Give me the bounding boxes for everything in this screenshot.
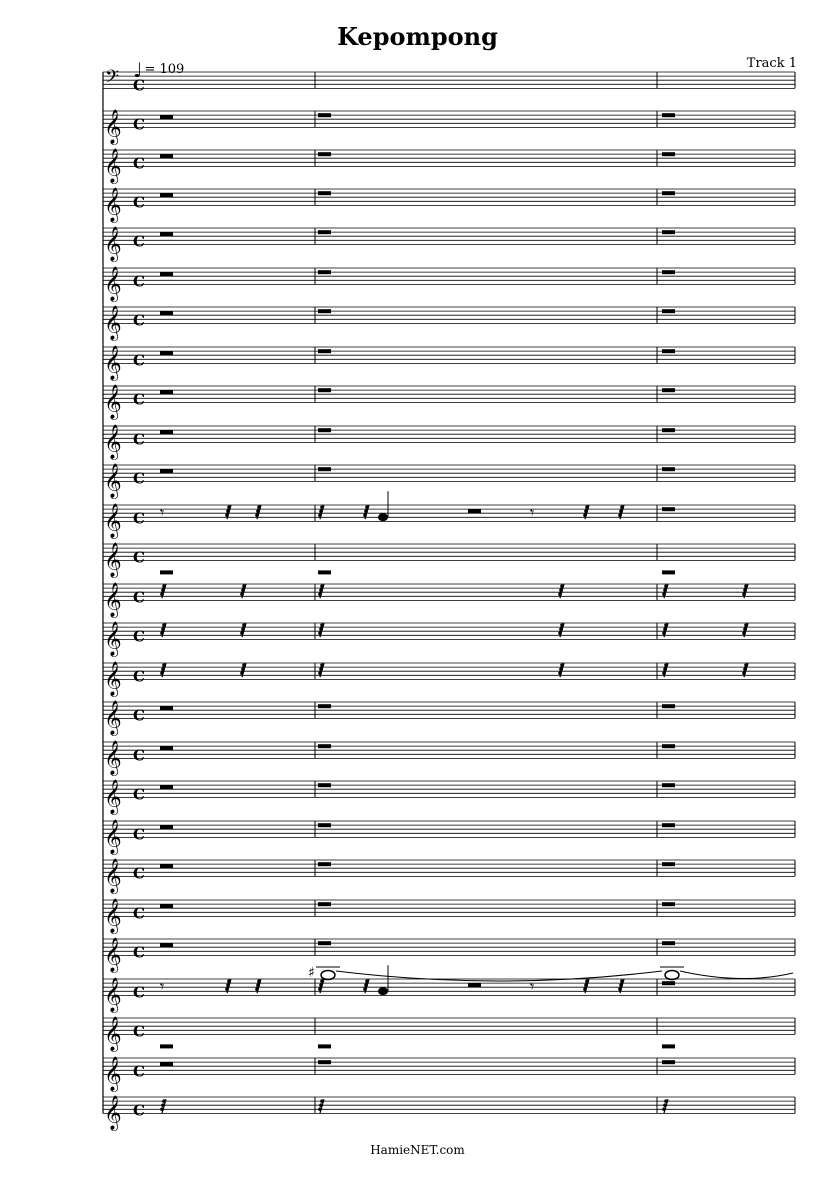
whole-rest — [662, 862, 675, 866]
treble-clef-icon: 𝄞 — [104, 740, 122, 776]
rest-dot — [240, 671, 244, 675]
whole-rest — [318, 570, 331, 574]
whole-rest — [318, 113, 331, 117]
rest-dot — [365, 505, 369, 509]
rest-dot — [255, 513, 259, 517]
rest-dot — [318, 671, 322, 675]
whole-rest — [318, 783, 331, 787]
rest-dot — [162, 623, 166, 627]
staff-27 — [103, 1095, 795, 1131]
half-rest — [160, 469, 173, 473]
whole-rest — [662, 570, 675, 574]
rest-dot — [225, 513, 229, 517]
rest-dot — [618, 987, 622, 991]
whole-rest — [662, 1044, 675, 1048]
whole-rest — [318, 270, 331, 274]
rest-dot — [585, 505, 589, 509]
rest-dot — [619, 509, 623, 513]
rest-dot — [319, 627, 323, 631]
staff-24 — [103, 965, 795, 1013]
time-signature: C — [133, 904, 145, 923]
rest-dot — [255, 987, 259, 991]
time-signature: C — [133, 1101, 145, 1120]
rest-dot — [320, 584, 324, 588]
rest-dot — [664, 584, 668, 588]
rest-dot — [560, 623, 564, 627]
rest-dot — [364, 983, 368, 987]
whole-rest — [662, 783, 675, 787]
eighth-rest: 𝄾 — [530, 503, 535, 523]
half-rest — [160, 943, 173, 947]
rest-dot — [240, 592, 244, 596]
treble-clef-icon: 𝄞 — [104, 779, 122, 815]
rest-dot — [663, 1103, 667, 1107]
staff-16 — [103, 661, 795, 697]
treble-clef-icon: 𝄞 — [104, 977, 122, 1013]
whole-rest — [662, 902, 675, 906]
rest-dot — [161, 1103, 165, 1107]
quarter-note-icon: ♩ — [133, 58, 143, 82]
staff-9 — [103, 384, 795, 420]
rest-dot — [318, 513, 322, 517]
whole-rest — [662, 467, 675, 471]
rest-dot — [161, 627, 165, 631]
rest-dot — [583, 513, 587, 517]
time-signature: C — [133, 864, 145, 883]
staff-17 — [103, 700, 795, 736]
rest-dot — [160, 631, 164, 635]
rest-dot — [318, 631, 322, 635]
treble-clef-icon: 𝄞 — [104, 266, 122, 302]
time-signature: C — [133, 390, 145, 409]
half-rest — [160, 706, 173, 710]
rest-dot — [363, 987, 367, 991]
rest-dot — [558, 592, 562, 596]
rest-dot — [620, 979, 624, 983]
whole-rest — [318, 191, 331, 195]
rest-dot — [559, 667, 563, 671]
rest-dot — [584, 983, 588, 987]
rest-dot — [743, 588, 747, 592]
whole-rest — [662, 388, 675, 392]
treble-clef-icon: 𝄞 — [104, 858, 122, 894]
rest-dot — [664, 1099, 668, 1103]
whole-rest — [662, 230, 675, 234]
time-signature: C — [133, 706, 145, 725]
time-signature: C — [133, 785, 145, 804]
rest-dot — [744, 663, 748, 667]
rest-dot — [240, 631, 244, 635]
time-signature: C — [133, 1062, 145, 1081]
rest-dot — [320, 505, 324, 509]
whole-rest — [662, 113, 675, 117]
rest-dot — [618, 513, 622, 517]
time-signature: C — [133, 115, 145, 134]
staff-7 — [103, 305, 795, 341]
rest-dot — [227, 979, 231, 983]
rest-dot — [257, 979, 261, 983]
rest-dot — [320, 1099, 324, 1103]
whole-rest — [318, 467, 331, 471]
staff-6 — [103, 266, 795, 302]
staff-12 — [103, 491, 795, 539]
staff-26 — [103, 1056, 795, 1092]
treble-clef-icon: 𝄞 — [104, 661, 122, 697]
whole-rest — [318, 1044, 331, 1048]
half-rest — [160, 193, 173, 197]
eighth-rest: 𝄾 — [160, 503, 165, 523]
rest-dot — [662, 1107, 666, 1111]
time-signature: C — [133, 667, 145, 686]
half-rest — [160, 430, 173, 434]
rest-dot — [619, 983, 623, 987]
rest-dot — [583, 987, 587, 991]
rest-dot — [160, 592, 164, 596]
footer-credit: HamieNET.com — [370, 1143, 465, 1157]
staff-20 — [103, 819, 795, 855]
rest-dot — [318, 987, 322, 991]
rest-dot — [742, 592, 746, 596]
time-signature: C — [133, 627, 145, 646]
time-signature: C — [133, 548, 145, 567]
time-signature: C — [133, 232, 145, 251]
whole-rest — [318, 152, 331, 156]
rest-dot — [663, 627, 667, 631]
rest-dot — [743, 627, 747, 631]
treble-clef-icon: 𝄞 — [104, 424, 122, 460]
staff-23 — [103, 937, 795, 973]
rest-dot — [256, 983, 260, 987]
treble-clef-icon: 𝄞 — [104, 621, 122, 657]
whole-rest — [662, 941, 675, 945]
treble-clef-icon: 𝄞 — [104, 305, 122, 341]
time-signature: C — [133, 943, 145, 962]
treble-clef-icon: 𝄞 — [104, 819, 122, 855]
whole-rest — [318, 902, 331, 906]
rest-dot — [559, 627, 563, 631]
rest-dot — [743, 667, 747, 671]
rest-dot — [663, 588, 667, 592]
rest-dot — [664, 623, 668, 627]
rest-dot — [242, 623, 246, 627]
whole-rest — [318, 704, 331, 708]
staff-21 — [103, 858, 795, 894]
whole-note — [665, 971, 679, 980]
staff-10 — [103, 424, 795, 460]
whole-rest — [662, 744, 675, 748]
whole-rest — [160, 1044, 173, 1048]
half-rest — [160, 1062, 173, 1066]
rest-dot — [662, 592, 666, 596]
track-label: Track 1 — [746, 56, 797, 71]
staff-18 — [103, 740, 795, 776]
staff-22 — [103, 898, 795, 934]
rest-dot — [241, 588, 245, 592]
rest-dot — [242, 584, 246, 588]
half-rest — [160, 232, 173, 236]
staff-15 — [103, 621, 795, 657]
whole-rest — [160, 570, 173, 574]
whole-rest — [662, 823, 675, 827]
whole-rest — [662, 349, 675, 353]
rest-dot — [319, 667, 323, 671]
half-rest — [160, 272, 173, 276]
whole-rest — [318, 309, 331, 313]
rest-dot — [364, 509, 368, 513]
time-signature: C — [133, 76, 145, 95]
treble-clef-icon: 𝄞 — [104, 1095, 122, 1131]
time-signature: C — [133, 154, 145, 173]
rest-dot — [319, 588, 323, 592]
score-title: Kepompong — [337, 22, 498, 51]
time-signature: C — [133, 509, 145, 528]
rest-dot — [241, 667, 245, 671]
treble-clef-icon: 𝄞 — [104, 226, 122, 262]
whole-rest — [662, 152, 675, 156]
time-signature: C — [133, 746, 145, 765]
whole-rest — [662, 428, 675, 432]
whole-rest — [318, 823, 331, 827]
time-signature: C — [133, 193, 145, 212]
rest-dot — [320, 663, 324, 667]
rest-dot — [559, 588, 563, 592]
rest-dot — [225, 987, 229, 991]
rest-dot — [227, 505, 231, 509]
whole-rest — [318, 744, 331, 748]
tie — [680, 971, 793, 979]
treble-clef-icon: 𝄞 — [104, 109, 122, 145]
rest-dot — [585, 979, 589, 983]
rest-dot — [319, 983, 323, 987]
whole-rest — [318, 862, 331, 866]
rest-dot — [320, 979, 324, 983]
half-rest — [160, 825, 173, 829]
staff-5 — [103, 226, 795, 262]
whole-rest — [318, 428, 331, 432]
rest-dot — [162, 1099, 166, 1103]
quarter-note — [378, 987, 388, 995]
treble-clef-icon: 𝄞 — [104, 148, 122, 184]
time-signature: C — [133, 983, 145, 1002]
whole-rest — [662, 507, 675, 511]
half-rest — [160, 311, 173, 315]
half-rest — [160, 904, 173, 908]
staff-11 — [103, 463, 795, 499]
treble-clef-icon: 𝄞 — [104, 700, 122, 736]
whole-note — [321, 971, 335, 980]
rest-dot — [226, 983, 230, 987]
whole-rest — [662, 309, 675, 313]
rest-dot — [319, 509, 323, 513]
half-rest — [160, 746, 173, 750]
whole-rest — [662, 704, 675, 708]
half-rest — [160, 390, 173, 394]
quarter-note — [378, 513, 388, 521]
rest-dot — [558, 671, 562, 675]
treble-clef-icon: 𝄞 — [104, 384, 122, 420]
rest-dot — [162, 663, 166, 667]
rest-dot — [161, 667, 165, 671]
rest-dot — [242, 663, 246, 667]
treble-clef-icon: 𝄞 — [104, 463, 122, 499]
rest-dot — [257, 505, 261, 509]
rest-dot — [160, 671, 164, 675]
rest-dot — [241, 627, 245, 631]
rest-dot — [620, 505, 624, 509]
rest-dot — [558, 631, 562, 635]
half-rest — [160, 154, 173, 158]
rest-dot — [160, 1107, 164, 1111]
staff-13 — [103, 542, 795, 578]
treble-clef-icon: 𝄞 — [104, 1016, 122, 1052]
rest-dot — [161, 588, 165, 592]
treble-clef-icon: 𝄞 — [104, 898, 122, 934]
treble-clef-icon: 𝄞 — [104, 503, 122, 539]
tie — [336, 971, 662, 981]
staff-8 — [103, 345, 795, 381]
rest-dot — [318, 592, 322, 596]
half-rest — [468, 983, 481, 987]
rest-dot — [363, 513, 367, 517]
time-signature: C — [133, 311, 145, 330]
half-rest — [160, 351, 173, 355]
staff-3 — [103, 148, 795, 184]
rest-dot — [256, 509, 260, 513]
time-signature: C — [133, 430, 145, 449]
time-signature: C — [133, 272, 145, 291]
staff-1 — [103, 67, 795, 94]
treble-clef-icon: 𝄞 — [104, 582, 122, 618]
rest-dot — [162, 584, 166, 588]
rest-dot — [664, 663, 668, 667]
treble-clef-icon: 𝄞 — [104, 937, 122, 973]
time-signature: C — [133, 1022, 145, 1041]
treble-clef-icon: 𝄞 — [104, 187, 122, 223]
whole-rest — [318, 941, 331, 945]
staff-2 — [103, 109, 795, 145]
time-signature: C — [133, 588, 145, 607]
whole-rest — [662, 981, 675, 985]
rest-dot — [742, 631, 746, 635]
tempo-value: = 109 — [144, 62, 185, 77]
rest-dot — [662, 631, 666, 635]
time-signature: C — [133, 825, 145, 844]
staff-4 — [103, 187, 795, 223]
whole-rest — [318, 230, 331, 234]
half-rest — [160, 115, 173, 119]
whole-rest — [662, 1060, 675, 1064]
staff-25 — [103, 1016, 795, 1052]
whole-rest — [318, 349, 331, 353]
whole-rest — [662, 191, 675, 195]
rest-dot — [744, 584, 748, 588]
rest-dot — [318, 1107, 322, 1111]
bass-clef-icon: 𝄢 — [105, 67, 120, 92]
staff-19 — [103, 779, 795, 815]
rest-dot — [226, 509, 230, 513]
half-rest — [468, 509, 481, 513]
eighth-rest: 𝄾 — [530, 977, 535, 997]
rest-dot — [742, 671, 746, 675]
rest-dot — [663, 667, 667, 671]
whole-rest — [318, 388, 331, 392]
treble-clef-icon: 𝄞 — [104, 345, 122, 381]
treble-clef-icon: 𝄞 — [104, 1056, 122, 1092]
time-signature: C — [133, 469, 145, 488]
rest-dot — [560, 663, 564, 667]
whole-rest — [662, 270, 675, 274]
whole-rest — [318, 1060, 331, 1064]
eighth-rest: 𝄾 — [160, 977, 165, 997]
rest-dot — [584, 509, 588, 513]
rest-dot — [319, 1103, 323, 1107]
rest-dot — [662, 671, 666, 675]
treble-clef-icon: 𝄞 — [104, 542, 122, 578]
half-rest — [160, 864, 173, 868]
rest-dot — [365, 979, 369, 983]
rest-dot — [320, 623, 324, 627]
time-signature: C — [133, 351, 145, 370]
half-rest — [160, 785, 173, 789]
rest-dot — [560, 584, 564, 588]
rest-dot — [744, 623, 748, 627]
staff-14 — [103, 582, 795, 618]
sharp-icon: ♯ — [308, 965, 315, 981]
